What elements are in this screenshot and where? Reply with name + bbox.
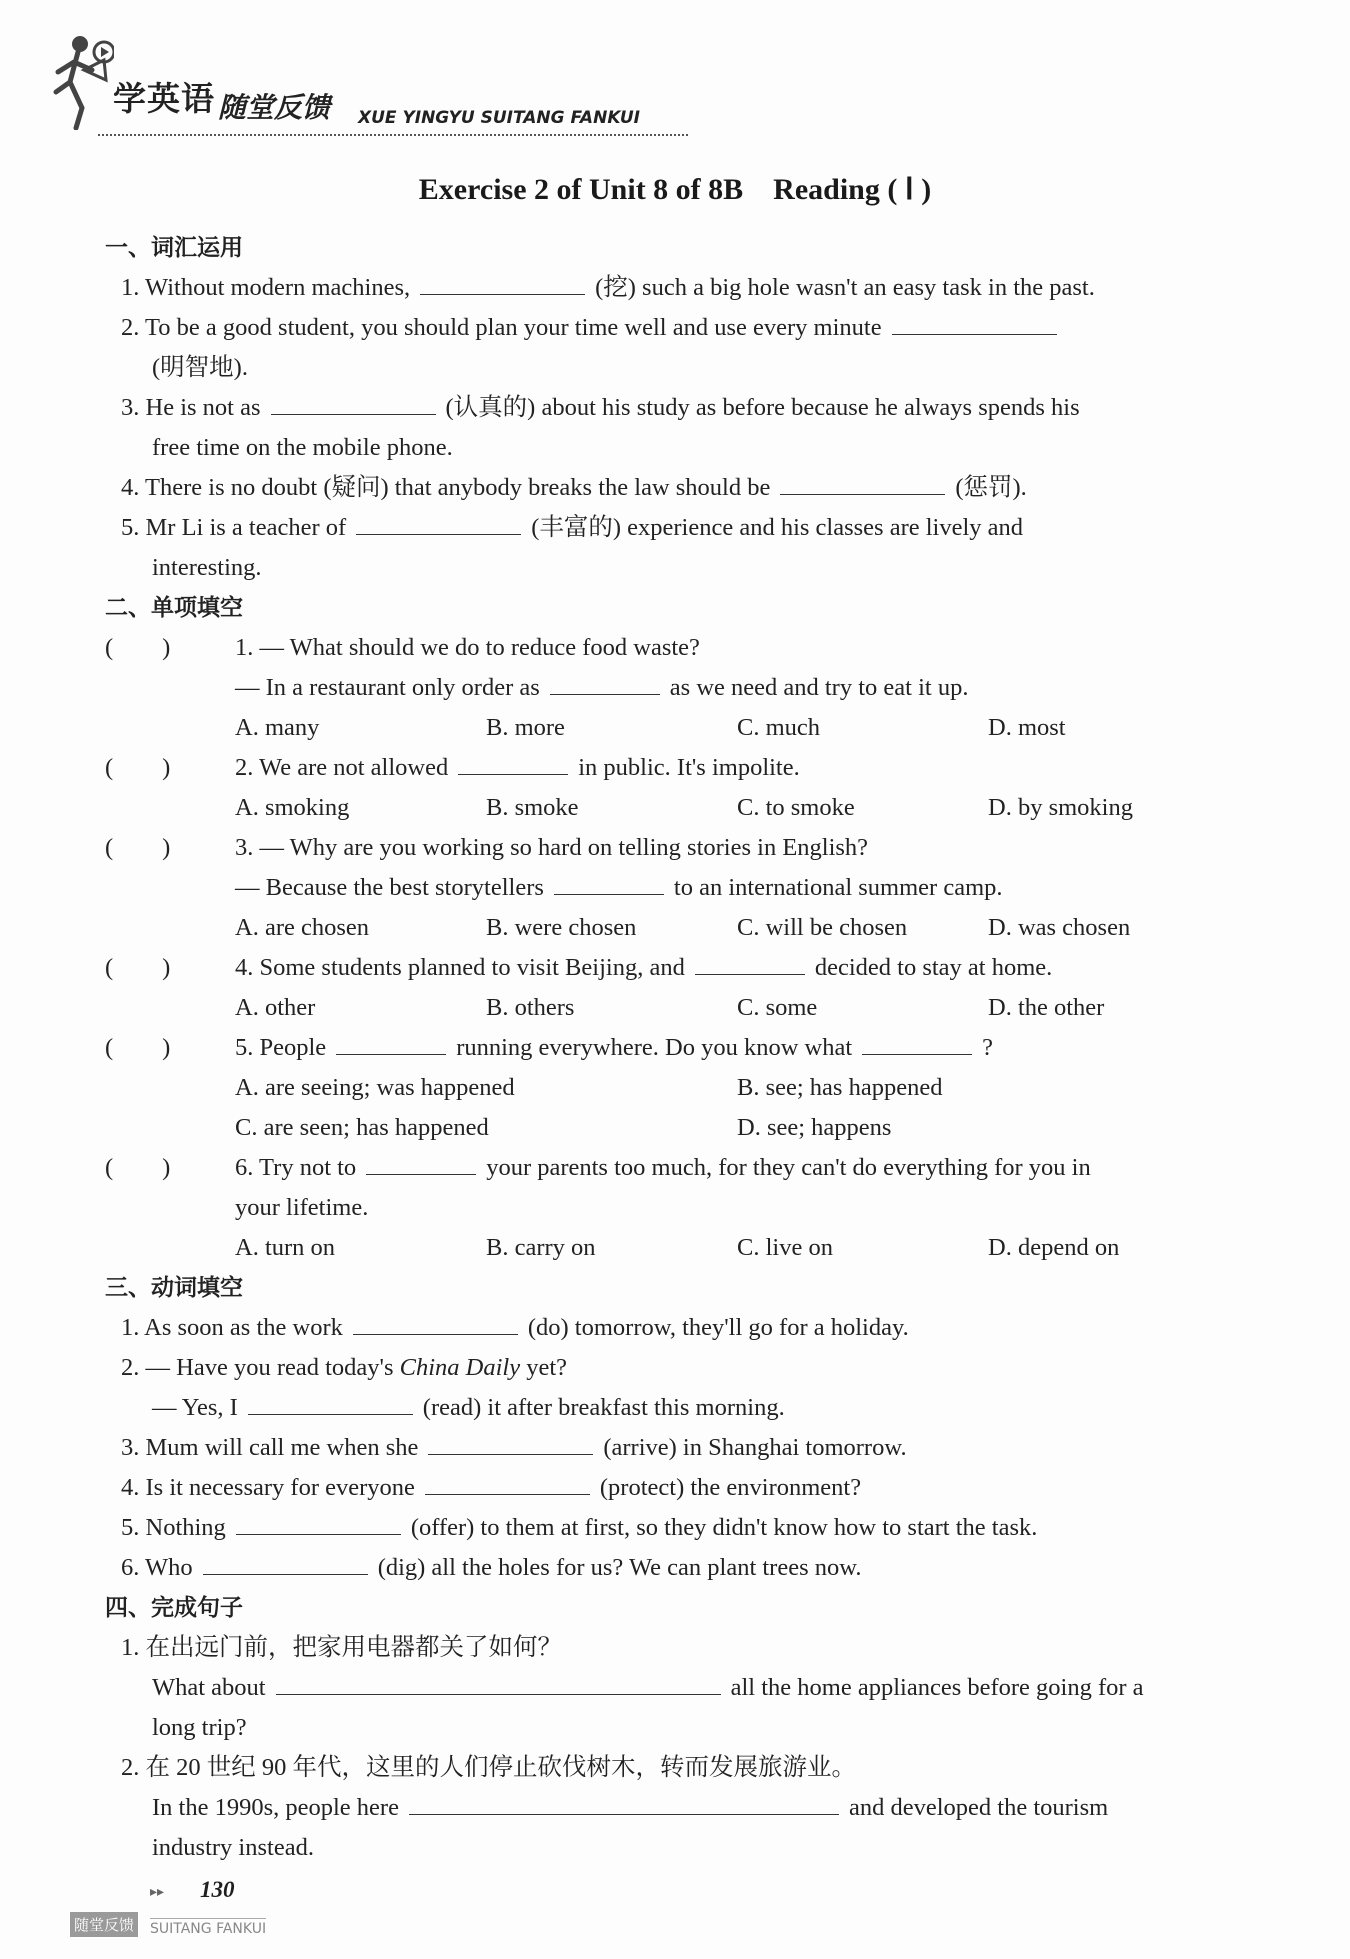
s2-q2: ( ) 2. We are not allowed in public. It's impolite. [105, 748, 1255, 788]
s2-q5-options-cd [105, 1108, 1255, 1148]
answer-blank[interactable] [276, 1670, 721, 1695]
option-a[interactable]: A. are chosen [235, 914, 370, 941]
s2-q3-options [105, 908, 1255, 948]
answer-paren[interactable]: ( ) [105, 634, 171, 661]
option-b[interactable]: B. others [486, 994, 575, 1021]
answer-blank[interactable] [248, 1390, 413, 1415]
arrow-icon: ▸▸ [150, 1884, 165, 1900]
option-b[interactable]: B. see; has happened [737, 1074, 943, 1101]
answer-blank[interactable] [409, 1790, 839, 1815]
s2-q1-reply: — In a restaurant only order as as we need and try to eat it up. [105, 668, 1255, 708]
s1-q4: 4. There is no doubt (疑问) that anybody breaks the law should be (惩罚). [105, 468, 1255, 508]
s2-q1: ( ) 1. — What should we do to reduce food waste? [105, 628, 1255, 668]
s2-q3-reply: — Because the best storytellers to an international summer camp. [105, 868, 1255, 908]
s4-q1-cn: 1. 在出远门前，把家用电器都关了如何？ [121, 1634, 562, 1661]
answer-blank[interactable] [236, 1510, 401, 1535]
answer-paren[interactable]: ( ) [105, 1034, 171, 1061]
s2-q4: ( ) 4. Some students planned to visit Beijing, and decided to stay at home. [105, 948, 1255, 988]
s2-q6-cont: your lifetime. [235, 1194, 369, 1221]
answer-paren[interactable]: ( ) [105, 954, 171, 981]
brand-title-en: XUE YINGYU SUITANG FANKUI [358, 108, 641, 128]
answer-blank[interactable] [695, 950, 805, 975]
section-3-heading: 三、动词填空 [105, 1275, 243, 1301]
answer-blank[interactable] [550, 670, 660, 695]
option-c[interactable]: C. will be chosen [737, 914, 908, 941]
answer-paren[interactable]: ( ) [105, 1154, 171, 1181]
answer-blank[interactable] [356, 510, 521, 535]
answer-blank[interactable] [271, 390, 436, 415]
exercise-content [105, 228, 1255, 1868]
option-d[interactable]: D. most [988, 714, 1066, 741]
header-rule [98, 134, 688, 136]
answer-paren[interactable]: ( ) [105, 754, 171, 781]
s4-q2-cn: 2. 在 20 世纪 90 年代，这里的人们停止砍伐树木，转而发展旅游业。 [121, 1754, 856, 1781]
s2-q5: ( ) 5. People running everywhere. Do you know what ? [105, 1028, 1255, 1068]
running-person-icon [44, 30, 114, 130]
s3-q1: 1. As soon as the work (do) tomorrow, they'll go for a holiday. [105, 1308, 1255, 1348]
answer-blank[interactable] [892, 310, 1057, 335]
option-c[interactable]: C. to smoke [737, 794, 855, 821]
answer-blank[interactable] [366, 1150, 476, 1175]
s4-q1-cont: long trip? [152, 1714, 247, 1741]
s2-q3: ( ) 3. — Why are you working so hard on telling stories in English? [105, 828, 1255, 868]
option-c[interactable]: C. are seen; has happened [235, 1114, 489, 1141]
s1-q5-cont: interesting. [152, 554, 262, 581]
option-d[interactable]: D. by smoking [988, 794, 1133, 821]
option-a[interactable]: A. many [235, 714, 320, 741]
s1-q3: 3. He is not as (认真的) about his study as before because he always spends his [105, 388, 1255, 428]
option-a[interactable]: A. smoking [235, 794, 350, 821]
option-b[interactable]: B. more [486, 714, 565, 741]
option-d[interactable]: D. was chosen [988, 914, 1131, 941]
s2-q6: ( ) 6. Try not to your parents too much, for they can't do everything for you in [105, 1148, 1255, 1188]
option-c[interactable]: C. much [737, 714, 821, 741]
s3-q4: 4. Is it necessary for everyone (protect) the environment? [105, 1468, 1255, 1508]
option-d[interactable]: D. the other [988, 994, 1105, 1021]
page-header [38, 18, 658, 133]
s4-q2: In the 1990s, people here and developed the tourism [105, 1788, 1255, 1828]
s3-q6: 6. Who (dig) all the holes for us? We can plant trees now. [105, 1548, 1255, 1588]
option-d[interactable]: D. see; happens [737, 1114, 892, 1141]
s3-q2-reply: — Yes, I (read) it after breakfast this morning. [105, 1388, 1255, 1428]
option-b[interactable]: B. carry on [486, 1234, 596, 1261]
s2-q2-options [105, 788, 1255, 828]
answer-blank[interactable] [862, 1030, 972, 1055]
s2-q4-options [105, 988, 1255, 1028]
answer-blank[interactable] [428, 1430, 593, 1455]
s4-q2-cont: industry instead. [152, 1834, 314, 1861]
page-number: 130 [200, 1877, 235, 1902]
option-a[interactable]: A. are seeing; was happened [235, 1074, 515, 1101]
footer-badge: 随堂反馈 [70, 1912, 138, 1937]
section-4-heading: 四、完成句子 [105, 1595, 243, 1621]
brand-title-cn: 学英语 [113, 79, 215, 118]
page-title: Exercise 2 of Unit 8 of 8B Reading ( Ⅰ ) [418, 173, 932, 206]
s1-q3-cont: free time on the mobile phone. [152, 434, 453, 461]
s1-q1: 1. Without modern machines, (挖) such a big hole wasn't an easy task in the past. [105, 268, 1255, 308]
s2-q5-options-ab [105, 1068, 1255, 1108]
answer-blank[interactable] [336, 1030, 446, 1055]
section-2-heading: 二、单项填空 [105, 595, 243, 621]
s1-q5: 5. Mr Li is a teacher of (丰富的) experience and his classes are lively and [105, 508, 1255, 548]
s2-q6-options [105, 1228, 1255, 1268]
option-b[interactable]: B. were chosen [486, 914, 637, 941]
s3-q5: 5. Nothing (offer) to them at first, so they didn't know how to start the task. [105, 1508, 1255, 1548]
answer-blank[interactable] [780, 470, 945, 495]
s3-q2: 2. — Have you read today's China Daily yet? [121, 1354, 568, 1381]
answer-paren[interactable]: ( ) [105, 834, 171, 861]
footer-en: SUITANG FANKUI [150, 1918, 266, 1937]
option-c[interactable]: C. some [737, 994, 818, 1021]
answer-blank[interactable] [420, 270, 585, 295]
s1-q2-cont: (明智地). [152, 354, 248, 381]
option-a[interactable]: A. other [235, 994, 316, 1021]
s3-q3: 3. Mum will call me when she (arrive) in Shanghai tomorrow. [105, 1428, 1255, 1468]
section-1-heading: 一、词汇运用 [105, 235, 243, 261]
answer-blank[interactable] [353, 1310, 518, 1335]
s4-q1: What about all the home appliances before going for a [105, 1668, 1255, 1708]
answer-blank[interactable] [425, 1470, 590, 1495]
answer-blank[interactable] [554, 870, 664, 895]
s2-q1-options [105, 708, 1255, 748]
option-d[interactable]: D. depend on [988, 1234, 1120, 1261]
brand-subtitle-cn: 随堂反馈 [218, 91, 331, 124]
option-b[interactable]: B. smoke [486, 794, 579, 821]
option-c[interactable]: C. live on [737, 1234, 833, 1261]
s1-q2: 2. To be a good student, you should plan your time well and use every minute [105, 308, 1255, 348]
answer-blank[interactable] [203, 1550, 368, 1575]
option-a[interactable]: A. turn on [235, 1234, 336, 1261]
answer-blank[interactable] [458, 750, 568, 775]
